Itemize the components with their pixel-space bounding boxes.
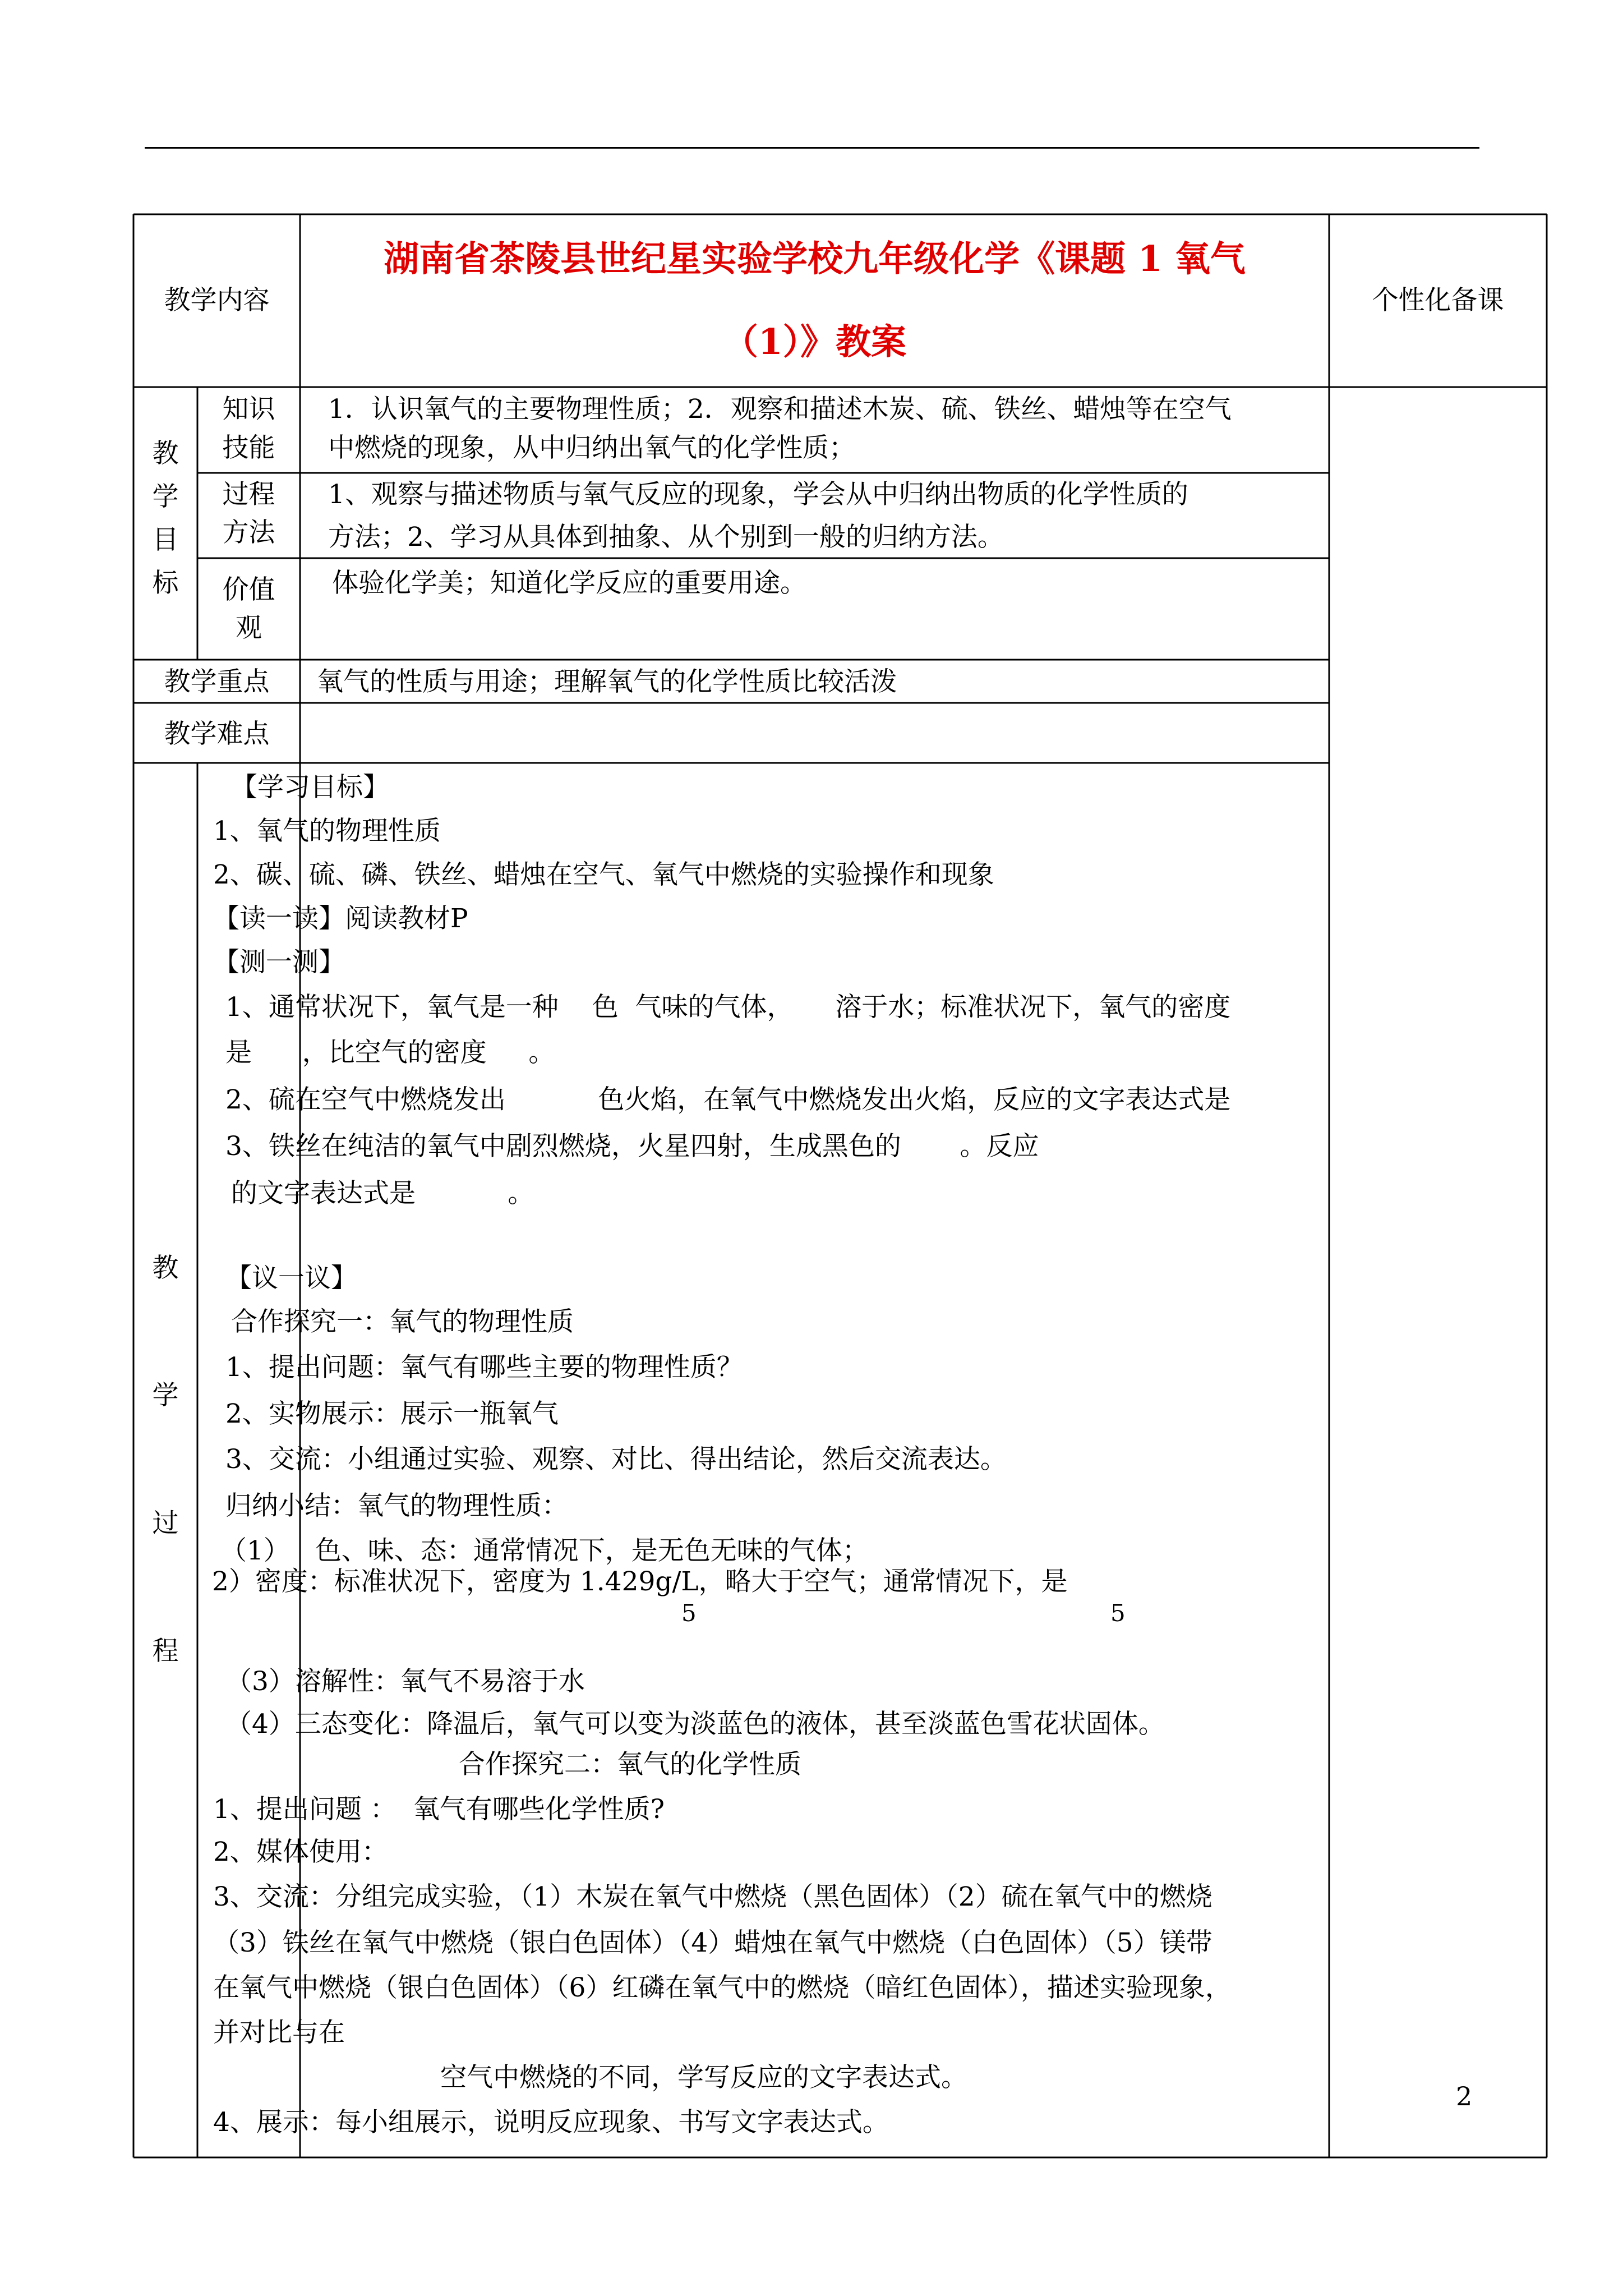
method-text-line1: 1、观察与描述物质与氧气反应的现象，学会从中归纳出物质的化学性质的 [328,479,1188,510]
process-line: 的文字表达式是 。 [231,1178,534,1209]
process-line: 5 [681,1599,697,1627]
process-line: 【议一议】 [225,1263,357,1294]
process-line: 是 ，比空气的密度 。 [225,1037,555,1068]
knowledge-text-line2: 中燃烧的现象，从中归纳出氧气的化学性质； [328,432,855,463]
process-line: 2、碳、硫、磷、铁丝、蜡烛在空气、氧气中燃烧的实验操作和现象 [213,859,994,890]
objectives-label-char: 目 [152,524,179,555]
header-col-content: 教学内容 [164,285,270,316]
knowledge-label-line1: 知识 [222,394,275,425]
process-line: 在氧气中燃烧（银白色固体）（6）红磷在氧气中的燃烧（暗红色固体），描述实验现象， [213,1972,1232,2003]
method-label-line2: 方法 [222,517,275,548]
process-line: （4）三态变化：降温后，氧气可以变为淡蓝色的液体，甚至淡蓝色雪花状固体。 [225,1709,1165,1740]
process-line: 1、氧气的物理性质 [213,816,441,846]
process-line: （3）铁丝在氧气中燃烧（银白色固体）（4）蜡烛在氧气中燃烧（白色固体）（5）镁带 [213,1927,1212,1958]
key-points-label: 教学重点 [164,666,270,697]
process-line: 空气中燃烧的不同，学写反应的文字表达式。 [440,2062,967,2093]
process-line: 合作探究二：氧气的化学性质 [459,1749,801,1780]
process-line: 1、通常状况下，氧气是一种 色 气味的气体， 溶于水；标准状况下，氧气的密度 [225,992,1231,1023]
process-line: 3、铁丝在纯洁的氧气中剧烈燃烧，火星四射，生成黑色的 。反应 [225,1131,1039,1162]
process-line: （1） 色、味、态：通常情况下，是无色无味的气体； [220,1535,869,1566]
page-title-line1: 湖南省茶陵县世纪星实验学校九年级化学《课题 1 氧气 [384,238,1246,279]
process-line: 2、实物展示：展示一瓶氧气 [225,1398,559,1429]
process-line: 3、交流：分组完成实验，（1）木炭在氧气中燃烧（黑色固体）（2）硫在氧气中的燃烧 [213,1881,1212,1912]
page-number: 2 [1456,2081,1473,2111]
process-line: 【学习目标】 [231,772,389,803]
process-line: 【测一测】 [213,947,345,978]
process-line: 4、展示：每小组展示，说明反应现象、书写文字表达式。 [213,2107,889,2138]
process-label-char: 程 [152,1636,179,1667]
values-label-line2: 观 [236,613,262,643]
difficult-points-label: 教学难点 [164,719,270,749]
objectives-label-char: 学 [152,481,179,512]
method-text-line2: 方法；2、学习从具体到抽象、从个别到一般的归纳方法。 [328,522,1004,553]
objectives-label-char: 教 [152,438,179,469]
process-line: 2）密度：标准状况下，密度为 1.429g/L，略大于空气；通常情况下，是 [212,1566,1068,1597]
knowledge-label-line2: 技能 [222,432,275,463]
process-line: 并对比与在 [213,2017,345,2048]
knowledge-text-line1: 1．认识氧气的主要物理性质；2．观察和描述木炭、硫、铁丝、蜡烛等在空气 [328,394,1232,425]
process-label-char: 学 [152,1380,179,1411]
process-line: 1、提出问题 ： 氧气有哪些化学性质? [213,1794,665,1825]
process-line: 2、硫在空气中燃烧发出 色火焰，在氧气中燃烧发出火焰，反应的文字表达式是 [225,1084,1231,1115]
process-line: 5 [1110,1599,1126,1627]
method-label-line1: 过程 [222,479,275,510]
key-points-text: 氧气的性质与用途；理解氧气的化学性质比较活泼 [317,666,897,697]
page-title-line2: （1）》教案 [722,321,907,362]
header-col-notes: 个性化备课 [1372,285,1504,316]
process-line: 3、交流：小组通过实验、观察、对比、得出结论，然后交流表达。 [225,1444,1007,1475]
process-label-char: 过 [152,1508,179,1539]
process-label-char: 教 [152,1253,179,1283]
process-line: 合作探究一：氧气的物理性质 [231,1306,574,1337]
values-text-line1: 体验化学美；知道化学反应的重要用途。 [332,568,806,599]
values-label-line1: 价值 [222,574,275,605]
process-line: 归纳小结：氧气的物理性质： [225,1490,568,1521]
process-line: 1、提出问题：氧气有哪些主要的物理性质？ [225,1352,743,1383]
objectives-label-char: 标 [152,568,179,599]
process-line: 2、媒体使用： [213,1837,388,1867]
process-line: 【读一读】阅读教材P [213,903,468,934]
process-line: （3）溶解性：氧气不易溶于水 [225,1666,585,1697]
